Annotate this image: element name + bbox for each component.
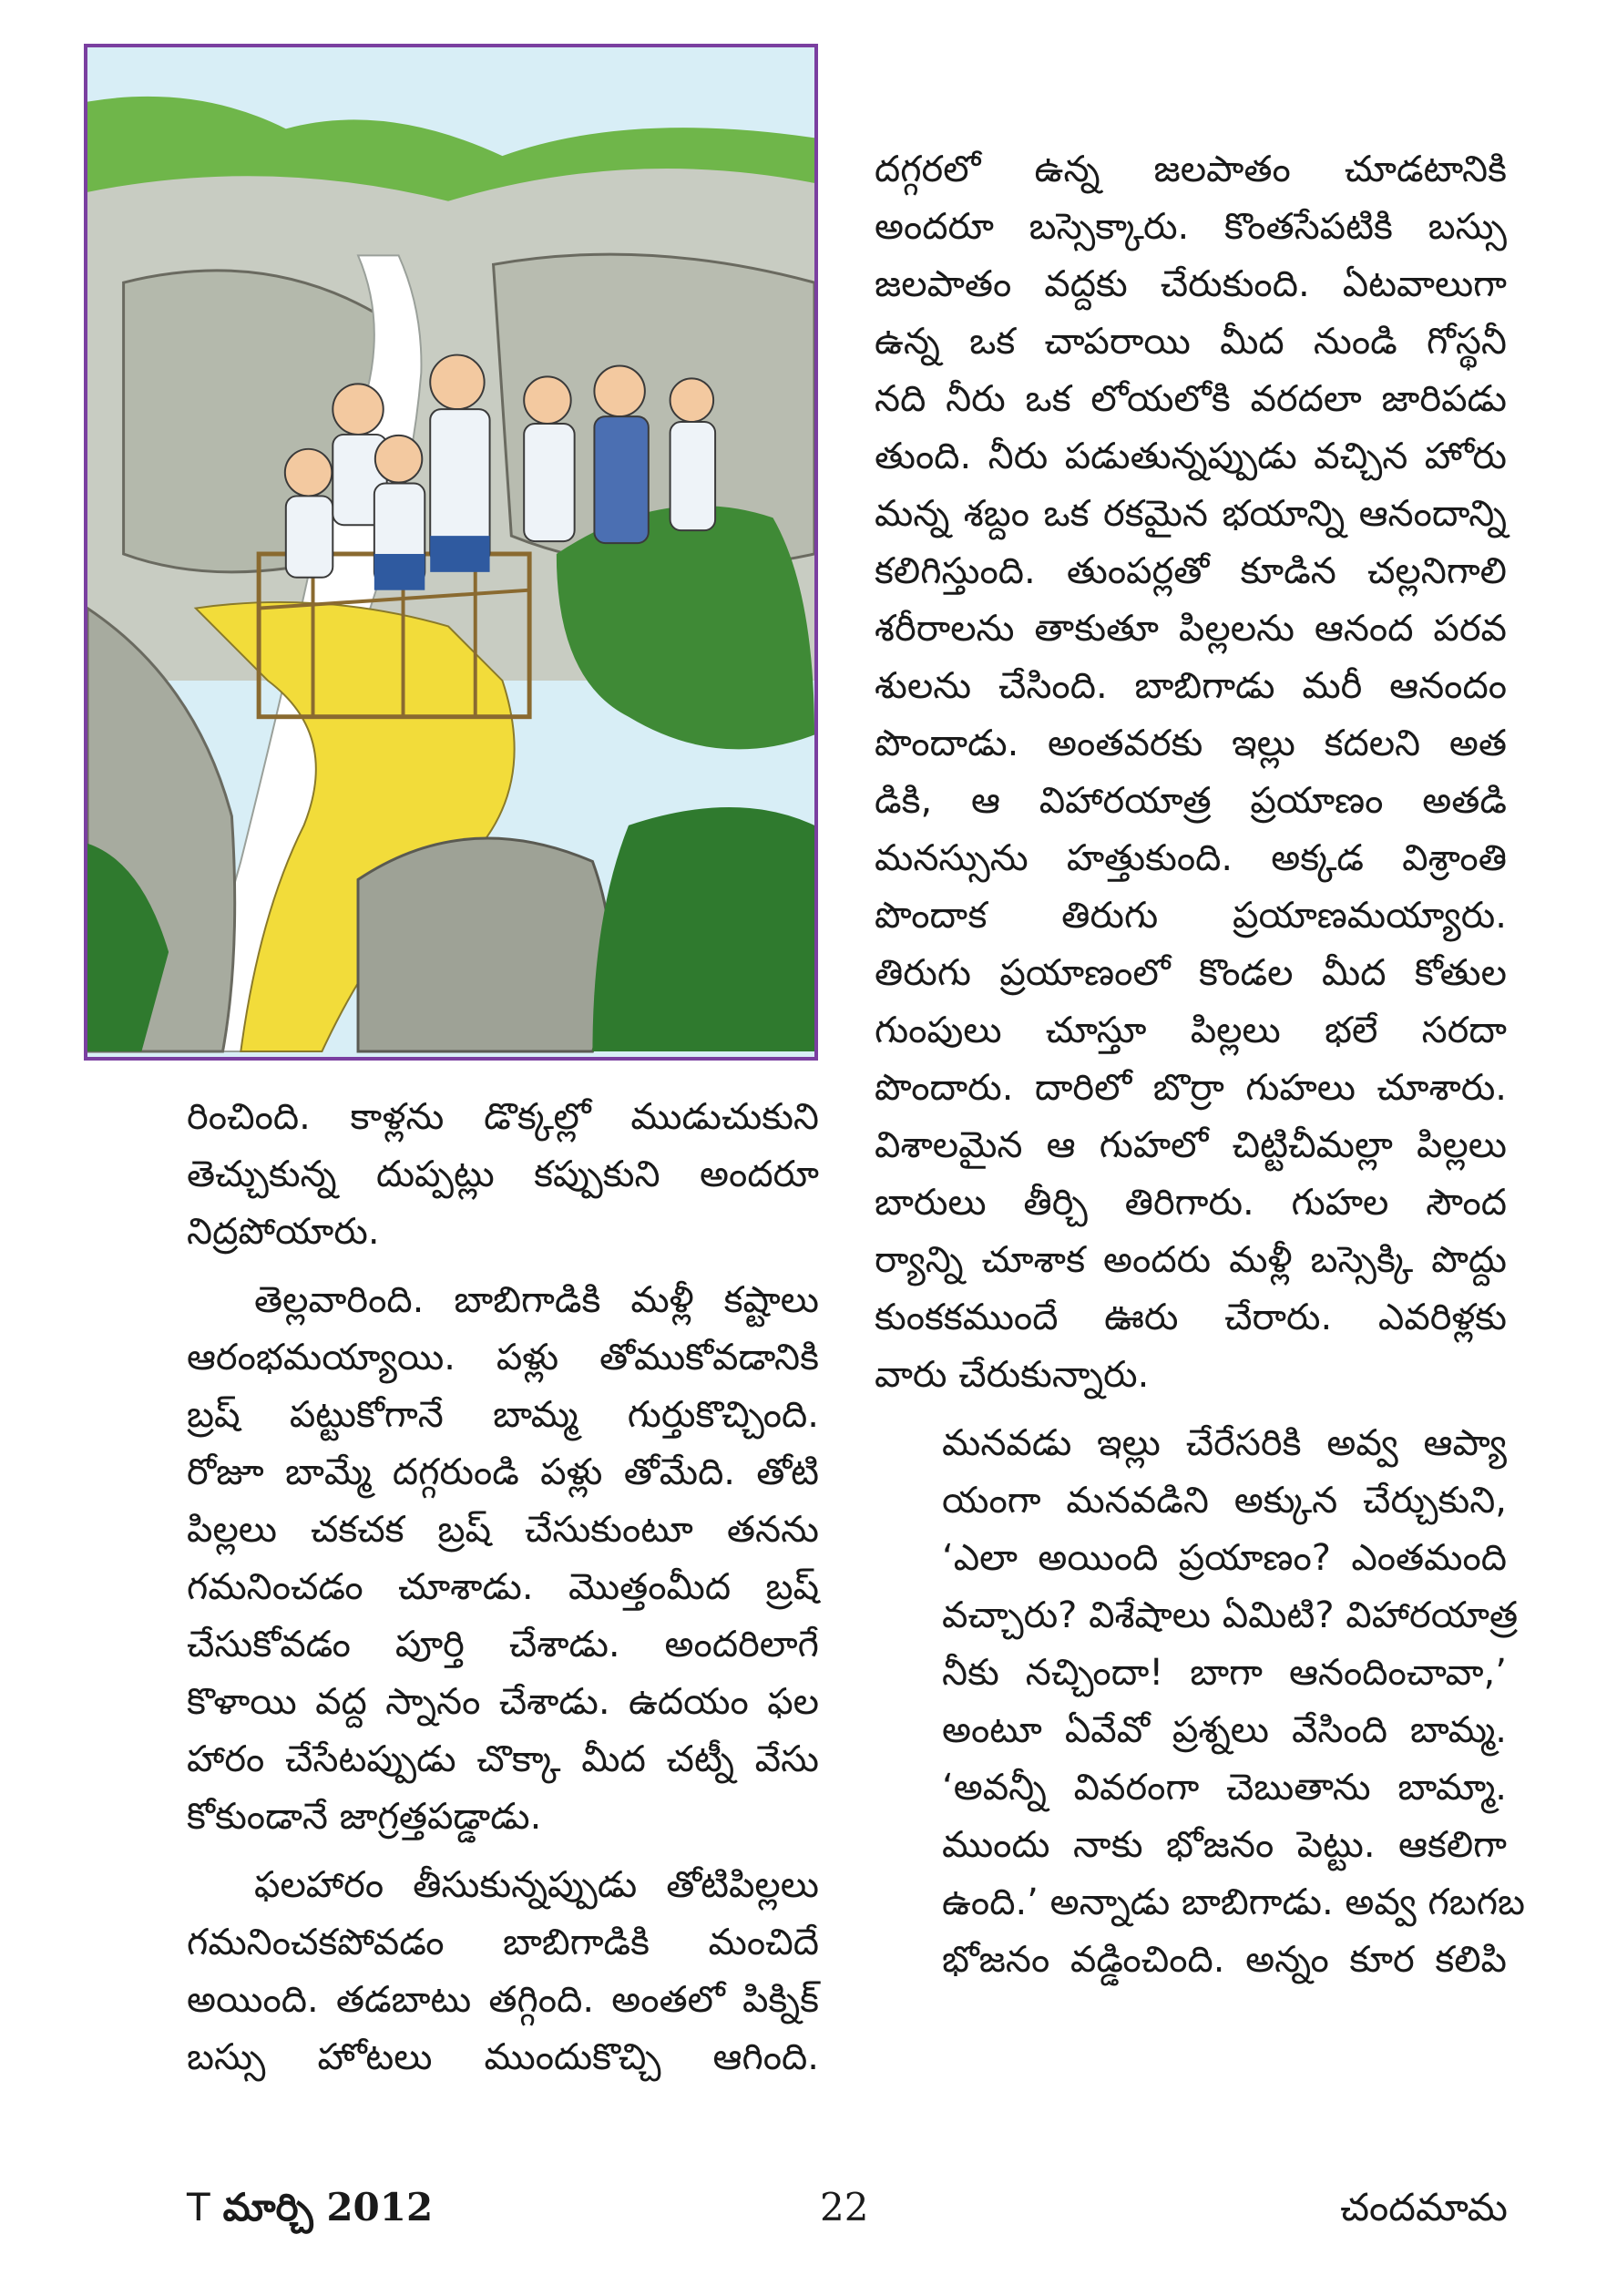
text-line: తిరుగు ప్రయాణంలో కొండల మీద కోతుల	[875, 952, 1507, 994]
text-line: కోకుండానే జాగ్రత్తపడ్డాడు.	[187, 1796, 542, 1838]
text-line: పిల్లలు చకచక బ్రష్ చేసుకుంటూ తనను	[187, 1509, 819, 1551]
text-line: జలపాతం వద్దకు చేరుకుంది. ఏటవాలుగా	[875, 263, 1507, 305]
paragraph	[187, 1857, 819, 2086]
text-line: అయింది. తడబాటు తగ్గింది. అంతలో పిక్నిక్	[187, 1979, 819, 2021]
text-line: ఫలహారం తీసుకున్నప్పుడు తోటిపిల్లలు	[254, 1864, 819, 1906]
text-line: తెచ్చుకున్న దుప్పట్లు కప్పుకుని అందరూ	[187, 1153, 819, 1195]
paragraph	[875, 141, 1507, 1404]
text-line: యంగా మనవడిని అక్కున చేర్చుకుని,	[942, 1480, 1507, 1522]
paragraph	[187, 1089, 819, 1261]
story-illustration-waterfall	[84, 44, 818, 1061]
text-line: అందరూ బస్సెక్కారు. కొంతసేపటికి బస్సు	[875, 206, 1507, 248]
text-line: బ్రష్ పట్టుకోగానే బామ్మ గుర్తుకొచ్చింది.	[187, 1394, 819, 1436]
footer-mark: T	[187, 2185, 210, 2229]
magazine-name: చందమామ	[1340, 2185, 1508, 2229]
text-line: భోజనం వడ్డించింది. అన్నం కూర కలిపి	[942, 1939, 1507, 1981]
text-line: నది నీరు ఒక లోయలోకి వరదలా జారిపడు	[875, 378, 1507, 420]
text-line: నిద్రపోయారు.	[187, 1211, 380, 1253]
text-line: అంటూ ఏవేవో ప్రశ్నలు వేసింది బామ్మ.	[942, 1709, 1507, 1751]
text-line: డికి, ఆ విహారయాత్ర ప్రయాణం అతడి	[875, 780, 1507, 822]
text-line: కుంకకముందే ఊరు చేరారు. ఎవరిళ్లకు	[875, 1297, 1508, 1338]
text-line: శరీరాలను తాకుతూ పిల్లలను ఆనంద పరవ	[875, 608, 1507, 650]
text-line: గమనించకపోవడం బాబిగాడికి మంచిదే	[187, 1922, 819, 1963]
text-line: ఉంది.’ అన్నాడు బాబిగాడు. అవ్వ గబగబ	[942, 1881, 1526, 1923]
text-line: పొందాక తిరుగు ప్రయాణమయ్యారు.	[875, 895, 1507, 937]
text-line: ర్యాన్ని చూశాక అందరు మళ్లీ బస్సెక్కి పొద్దు	[875, 1239, 1507, 1281]
text-line: గుంపులు చూస్తూ పిల్లలు భలే సరదా	[875, 1010, 1507, 1051]
text-line: ‘అవన్నీ వివరంగా చెబుతాను బామ్మా.	[942, 1767, 1507, 1809]
text-line: మన్న శబ్దం ఒక రకమైన భయాన్ని ఆనందాన్ని	[875, 493, 1507, 535]
footer-month-year: మార్చి 2012	[222, 2185, 434, 2229]
text-line: వారు చేరుకున్నారు.	[875, 1354, 1150, 1396]
text-line: పొందాడు. అంతవరకు ఇల్లు కదలని అత	[875, 723, 1507, 764]
waterfall-picnic-drawing	[87, 47, 814, 1057]
text-line: రించింది. కాళ్లను డొక్కల్లో ముడుచుకుని	[187, 1096, 819, 1138]
text-line: కలిగిస్తుంది. తుంపర్లతో కూడిన చల్లనిగాలి	[875, 550, 1507, 592]
text-line: బారులు తీర్చి తిరిగారు. గుహల సౌంద	[875, 1182, 1507, 1224]
text-line: నీకు నచ్చిందా! బాగా ఆనందించావా,’	[942, 1652, 1507, 1694]
text-line: మనస్సును హత్తుకుంది. అక్కడ విశ్రాంతి	[875, 837, 1507, 879]
text-line: పొందారు. దారిలో బొర్రా గుహలు చూశారు.	[875, 1067, 1507, 1109]
text-line: రోజూ బామ్మే దగ్గరుండి పళ్లు తోమేది. తోటి	[187, 1451, 819, 1493]
text-line: మనవడు ఇల్లు చేరేసరికి అవ్వ ఆప్యా	[942, 1422, 1507, 1464]
paragraph	[875, 1415, 1526, 1989]
text-column-right	[875, 141, 1526, 1989]
text-line: ఆరంభమయ్యాయి. పళ్లు తోముకోవడానికి	[187, 1337, 819, 1379]
text-line: గమనించడం చూశాడు. మొత్తంమీద బ్రష్	[187, 1566, 819, 1608]
text-line: దగ్గరలో ఉన్న జలపాతం చూడటానికి	[875, 149, 1507, 190]
text-line: తుంది. నీరు పడుతున్నప్పుడు వచ్చిన హోరు	[875, 436, 1507, 477]
text-line: బస్సు హోటలు ముందుకొచ్చి ఆగింది.	[187, 2036, 819, 2078]
paragraph	[187, 1272, 819, 1846]
text-line: చేసుకోవడం పూర్తి చేశాడు. అందరిలాగే	[187, 1624, 819, 1666]
page-number: 22	[820, 2185, 869, 2229]
text-line: శులను చేసింది. బాబిగాడు మరీ ఆనందం	[875, 665, 1507, 707]
text-line: ముందు నాకు భోజనం పెట్టు. ఆకలిగా	[942, 1824, 1507, 1866]
text-line: తెల్లవారింది. బాబిగాడికి మళ్లీ కష్టాలు	[254, 1279, 819, 1321]
text-line: వచ్చారు? విశేషాలు ఏమిటి? విహారయాత్ర	[942, 1594, 1519, 1636]
text-line: ‘ఎలా అయింది ప్రయాణం? ఎంతమంది	[942, 1537, 1507, 1579]
text-line: విశాలమైన ఆ గుహలో చిట్టిచీమల్లా పిల్లలు	[875, 1124, 1507, 1166]
text-line: కొళాయి వద్ద స్నానం చేశాడు. ఉదయం ఫల	[187, 1681, 819, 1723]
footer-issue-date	[187, 2185, 433, 2240]
text-column-left	[187, 1089, 819, 2086]
text-line: ఉన్న ఒక చాపరాయి మీద నుండి గోస్థనీ	[875, 321, 1507, 363]
text-line: హారం చేసేటప్పుడు చొక్కా మీద చట్నీ వేసు	[187, 1738, 819, 1780]
